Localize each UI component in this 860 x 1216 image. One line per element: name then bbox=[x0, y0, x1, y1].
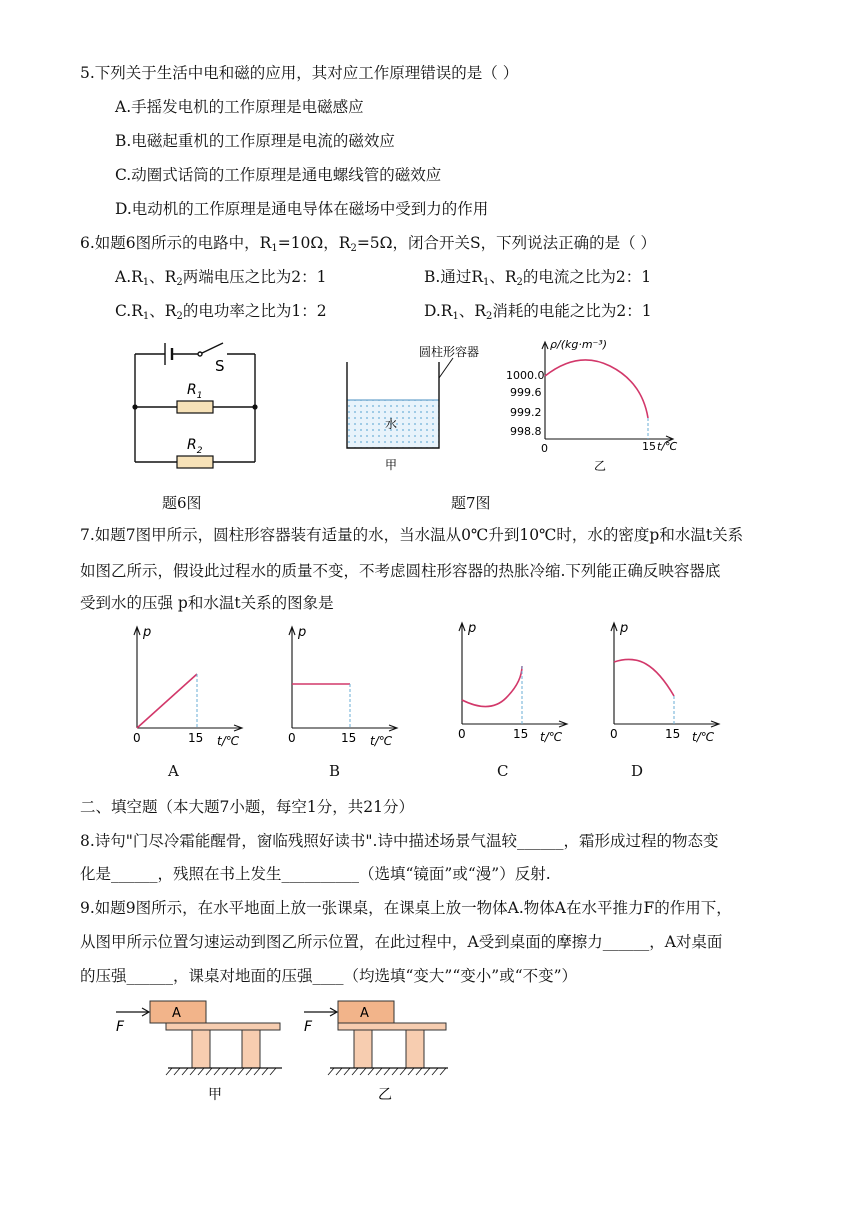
fig7-yi-label: 乙 bbox=[594, 459, 607, 473]
svg-text:p: p bbox=[468, 621, 477, 636]
graph-a-label: A bbox=[168, 762, 179, 780]
svg-text:A: A bbox=[172, 1006, 181, 1021]
graph-a-line bbox=[137, 674, 197, 728]
r2-label: $R_2$ bbox=[187, 437, 203, 456]
svg-text:0: 0 bbox=[541, 442, 548, 455]
svg-text:乙: 乙 bbox=[378, 1087, 392, 1103]
q6-option-a: $A.R_1$、$R_2$两端电压之比为2：1 bbox=[115, 268, 327, 288]
svg-text:15: 15 bbox=[665, 727, 681, 741]
q9-line-1: 9.如题9图所示，在水平地面上放一张课桌，在课桌上放一物体A.物体A在水平推力F的作用下， bbox=[80, 899, 732, 917]
svg-text:0: 0 bbox=[288, 731, 296, 745]
q9-line-2: 从图甲所示位置匀速运动到图乙所示位置，在此过程中，A受到桌面的摩擦力______，A对桌面 bbox=[80, 933, 723, 951]
svg-text:15: 15 bbox=[642, 440, 656, 453]
q6-option-b: B.通过$R_1$、$R_2$的电流之比为2：1 bbox=[424, 268, 652, 288]
resistor-r1 bbox=[177, 401, 213, 413]
fig6-caption: 题6图 bbox=[162, 494, 202, 512]
svg-text:15: 15 bbox=[188, 731, 204, 745]
svg-text:999.6: 999.6 bbox=[510, 386, 542, 399]
svg-text:15: 15 bbox=[513, 727, 529, 741]
graph-c-curve bbox=[462, 666, 522, 707]
fig9-jia bbox=[110, 995, 290, 1105]
fig7-density-graph bbox=[490, 336, 690, 476]
svg-text:t/℃: t/℃ bbox=[217, 734, 240, 748]
fig7-jia-label: 甲 bbox=[385, 458, 398, 472]
resistor-r2 bbox=[177, 456, 213, 468]
svg-text:998.8: 998.8 bbox=[510, 425, 542, 438]
q6-option-d: $D.R_1$、$R_2$消耗的电能之比为2：1 bbox=[424, 302, 652, 322]
svg-text:p: p bbox=[298, 625, 307, 640]
switch-label: S bbox=[215, 357, 225, 375]
q5-option-d: D.电动机的工作原理是通电导体在磁场中受到力的作用 bbox=[115, 200, 489, 218]
fig7-caption: 题7图 bbox=[451, 494, 491, 512]
graph-c-label: C bbox=[497, 762, 509, 780]
density-curve bbox=[545, 360, 648, 418]
graph-d-curve bbox=[614, 659, 674, 696]
section-2-heading: 二、填空题（本大题7小题，每空1分，共21分） bbox=[80, 798, 414, 816]
svg-text:p: p bbox=[143, 625, 152, 640]
q9-line-3: 的压强______，课桌对地面的压强____（均选填“变大”“变小”或“不变”） bbox=[80, 967, 578, 985]
q7-line-2: 如图乙所示，假设此过程水的质量不变，不考虑圆柱形容器的热胀冷缩.下列能正确反映容器底 bbox=[80, 562, 721, 580]
svg-text:1000.0: 1000.0 bbox=[506, 369, 545, 382]
svg-text:甲: 甲 bbox=[208, 1087, 222, 1103]
q5-stem: 5.下列关于生活中电和磁的应用，其对应工作原理错误的是（ ） bbox=[80, 64, 519, 82]
fig9-yi bbox=[300, 995, 460, 1105]
svg-text:t/℃: t/℃ bbox=[370, 734, 393, 748]
r1-label: $R_1$ bbox=[187, 382, 203, 401]
svg-text:F: F bbox=[304, 1019, 313, 1035]
container-label: 圆柱形容器 bbox=[419, 345, 480, 359]
svg-text:F: F bbox=[116, 1019, 125, 1035]
svg-text:15: 15 bbox=[341, 731, 357, 745]
svg-text:t/℃: t/℃ bbox=[692, 730, 715, 744]
graph-c bbox=[450, 616, 580, 751]
svg-text:A: A bbox=[360, 1006, 369, 1021]
q8-line-2: 化是______，残照在书上发生__________（选填“镜面”或“漫”）反射. bbox=[80, 865, 551, 883]
desk-top bbox=[166, 1023, 280, 1030]
q5-option-b: B.电磁起重机的工作原理是电流的磁效应 bbox=[115, 132, 395, 150]
svg-text:0: 0 bbox=[133, 731, 141, 745]
svg-text:t/℃: t/℃ bbox=[540, 730, 563, 744]
graph-b-label: B bbox=[329, 762, 341, 780]
q6-option-c: $C.R_1$、$R_2$的电功率之比为1：2 bbox=[115, 302, 327, 322]
switch-blade bbox=[200, 343, 223, 354]
svg-text:t/℃: t/℃ bbox=[657, 440, 678, 453]
q5-option-c: C.动圈式话筒的工作原理是通电螺线管的磁效应 bbox=[115, 166, 442, 184]
fig6-circuit bbox=[125, 338, 265, 473]
water-label: 水 bbox=[385, 417, 398, 431]
svg-text:p: p bbox=[620, 621, 629, 636]
graph-b bbox=[280, 618, 410, 753]
q5-option-a: A.手摇发电机的工作原理是电磁感应 bbox=[115, 98, 364, 116]
q7-line-3: 受到水的压强 p和水温t关系的图象是 bbox=[80, 594, 334, 612]
q6-stem: 6.如题6图所示的电路中，$R_1=10\Omega$，$R_2=5\Omega$，闭合开关S，下列说法正确的是（ ） bbox=[80, 234, 657, 254]
graph-d bbox=[602, 616, 732, 751]
density-axis-label: ρ/(kg·m⁻³) bbox=[550, 338, 608, 351]
q7-line-1: 7.如题7图甲所示，圆柱形容器装有适量的水，当水温从0℃升到10℃时，水的密度p和水温t关系 bbox=[80, 526, 744, 544]
q8-line-1: 8.诗句"门尽冷霜能醒骨，窗临残照好读书".诗中描述场景气温较______，霜形成过程的物态变 bbox=[80, 832, 719, 850]
desk-top bbox=[338, 1023, 446, 1030]
graph-d-label: D bbox=[631, 762, 644, 780]
svg-text:999.2: 999.2 bbox=[510, 406, 542, 419]
svg-text:0: 0 bbox=[458, 727, 466, 741]
svg-text:0: 0 bbox=[610, 727, 618, 741]
graph-a bbox=[125, 618, 255, 753]
